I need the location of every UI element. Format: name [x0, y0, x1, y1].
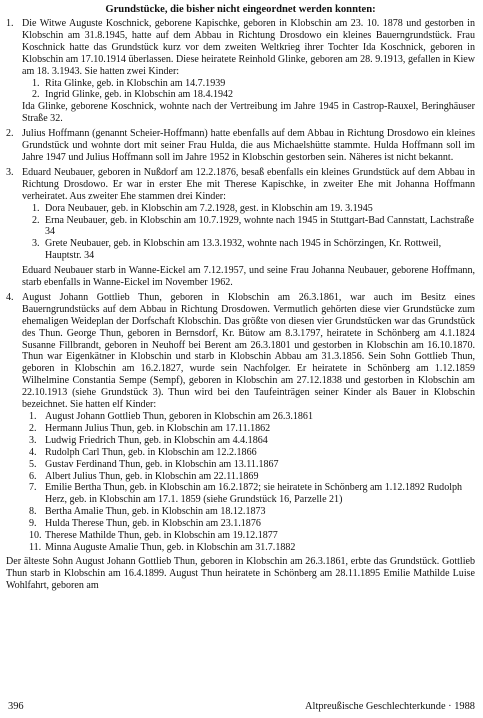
child-text: Grete Neubauer, geb. in Klobschin am 13.3.1932, wohnte nach 1945 in Schörzingen, Kr. Rottweil, Hauptstr. 34 [45, 238, 442, 262]
entry-text: August Johann Gottlieb Thun, geboren in Klobschin am 26.3.1861, war auch im Besitz eines Bauerngrundstücks auf dem Abbau in Richtung Drosdowen. Vermutlich gehörten diese vier Grundstücke zum ehemaligen Weideplan der Dorfschaft Klobschin. Das größte von diesen vier Grundstücken war das Grundstück des Thun. George Thun, geboren in Bernsdorf, Kr. Bütow am 8.3.1797, heiratete in Schönberg am 4.1.1824 Susanne Fillbrandt, geboren in Neuhoff bei Berent am 26.3.1801 und gestorben in Klobschin am 16.10.1870. Thun war Eigenkätner in Klobschin und starb in Klobschin Abbau am 31.3.1856. Sein Sohn Gottlieb Thun, geboren in Klobschin am 16.2.1827, wurde sein Nachfolger. Er heiratete in Schönberg am 1.12.1859 Wilhelmine Constantia Sempe (Sempf), geboren in Klobschin am 27.12.1838 und gestorben in Klobschin am 22.10.1913 (siehe Grundstück 3). Thun wird bei den Taufeinträgen seiner Kinder als Bauer in Klobschin bezeichnet. Sie hatten elf Kinder: [22, 291, 475, 411]
entry-text: Eduard Neubauer, geboren in Nußdorf am 12.2.1876, besaß ebenfalls ein kleines Grundstück auf dem Abbau in Richtung Drosdowo. Er war in erster Ehe mit Therese Kapischke, in zweiter Ehe mit Johanna Hoffmann verheiratet. Aus zweiter Ehe stammen drei Kinder: [22, 166, 475, 202]
child-number: 10. [29, 530, 42, 542]
child-number: 7. [29, 482, 37, 494]
child-number: 2. [29, 422, 37, 434]
child-text: Dora Neubauer, geb. in Klobschin am 7.2.1928, gest. in Klobschin am 19. 3.1945 [45, 202, 373, 214]
child-number: 1. [29, 411, 37, 422]
child-number: 8. [29, 506, 37, 518]
child-item [32, 238, 475, 262]
child-number: 4. [29, 446, 37, 458]
child-text: Hermann Julius Thun, geb. in Klobschin am 17.11.1862 [45, 422, 271, 434]
child-item [29, 435, 475, 447]
child-number: 1. [32, 77, 40, 89]
child-text: Rudolph Carl Thun, geb. in Klobschin am 12.2.1866 [45, 446, 257, 458]
child-item [29, 530, 475, 542]
child-text: Albert Julius Thun, geb. in Klobschin am 22.11.1869 [45, 470, 259, 482]
child-number: 2. [32, 214, 40, 226]
child-item [29, 506, 475, 518]
entry-1 [6, 18, 475, 78]
section-title: Grundstücke, die bisher nicht eingeordnet werden konnten: [105, 4, 376, 15]
child-text: Therese Mathilde Thun, geb. in Klobschin am 19.12.1877 [45, 530, 278, 542]
child-text: Hulda Therese Thun, geb. in Klobschin am 23.1.1876 [45, 518, 261, 530]
entry-number: 4. [6, 291, 14, 303]
child-text: Minna Auguste Amalie Thun, geb. in Klobschin am 31.7.1882 [45, 541, 296, 553]
child-number: 6. [29, 470, 37, 482]
child-number: 3. [32, 238, 40, 250]
entry-text: Julius Hoffmann (genannt Scheier-Hoffmann) hatte ebenfalls auf dem Abbau in Richtung Drosdowo ein kleines Grundstück und wohnte dort mit seiner Frau Hulda, die aus Michaelshütte stammte. Hulda Hoffmann soll im Jahre 1947 und Julius Hoffmann soll im Jahre 1952 in Klobschin gestorben sein. Näheres ist nicht bekannt. [22, 128, 475, 163]
child-item [29, 459, 475, 471]
child-item [29, 471, 475, 483]
child-number: 1. [32, 202, 40, 214]
entry-number: 1. [6, 18, 14, 29]
child-text: Erna Neubauer, geb. in Klobschin am 10.7.1929, wohnte nach 1945 in Stuttgart-Bad Cannstatt, Lachstraße 34 [45, 214, 474, 238]
child-number: 2. [32, 89, 40, 101]
entry-number: 2. [6, 128, 14, 140]
child-item [29, 423, 475, 435]
child-text: Gustav Ferdinand Thun, geb. in Klobschin am 13.11.1867 [45, 458, 279, 470]
child-item [29, 542, 475, 554]
publication-title: Altpreußische Geschlechterkunde · 1988 [305, 701, 475, 712]
entry-after-text: Ida Glinke, geborene Koschnick, wohnte nach der Vertreibung im Jahre 1945 in Castrop-Rauxel, Beringhäuser Straße 32. [22, 101, 475, 125]
entry-4 [6, 292, 475, 411]
entry-3 [6, 167, 475, 203]
entry-after-text: Eduard Neubauer starb in Wanne-Eickel am 7.12.1957, und seine Frau Johanna Neubauer, geborene Hoffmann, starb ebenfalls in Wanne-Eickel im November 1962. [22, 265, 475, 289]
entry-text: Die Witwe Auguste Koschnick, geborene Kapischke, geboren in Klobschin am 23. 10. 1878 und gestorben in Klobschin am 31.8.1945, hatte auf dem Abbau in Richtung Drosdowo ein kleines Bauerngrundstück. Frau Koschnick hatte das Grundstück kurz vor dem zweiten Weltkrieg ihrer Tochter Ida Koschnick, geboren in Klobschin am 17.10.1914 überlassen. Diese heiratete Reinhold Glinke, geboren am 28. 9.1913, gefallen in Kiew am 18. 3.1943. Sie hatten zwei Kinder: [22, 18, 475, 77]
child-text: August Johann Gottlieb Thun, geboren in Klobschin am 26.3.1861 [45, 411, 313, 422]
child-number: 3. [29, 434, 37, 446]
child-number: 9. [29, 518, 37, 530]
child-item [32, 78, 475, 90]
child-text: Emilie Bertha Thun, geb. in Klobschin am 16.2.1872; sie heiratete in Schönberg am 1.12.1892 Rudolph Herz, geb. in Klobschin am 17.1. 1859 (siehe Grundstück 16, Parzelle 21) [45, 482, 463, 506]
child-item [29, 482, 475, 506]
child-number: 11. [29, 541, 42, 553]
child-item [29, 447, 475, 459]
entry-after-text: Der älteste Sohn August Johann Gottlieb Thun, geboren in Klobschin am 26.3.1861, erbte das Grundstück. Gottlieb Thun starb in Klobschin am 16.4.1899. August Thun heiratete in Schönberg am 28.11.1895 Emilie Mathilde Luise Wohlfahrt, geboren am [6, 555, 475, 591]
child-text: Ingrid Glinke, geb. in Klobschin am 18.4.1942 [45, 89, 234, 101]
entry-number: 3. [6, 166, 14, 178]
page-number: 396 [8, 701, 24, 712]
child-item [32, 203, 475, 215]
child-item [32, 89, 475, 101]
child-text: Rita Glinke, geb. in Klobschin am 14.7.1939 [45, 77, 226, 89]
child-item [32, 215, 475, 239]
entry-2 [6, 128, 475, 164]
child-number: 5. [29, 458, 37, 470]
child-text: Bertha Amalie Thun, geb. in Klobschin am 18.12.1873 [45, 506, 266, 518]
child-item [29, 411, 475, 423]
child-text: Ludwig Friedrich Thun, geb. in Klobschin am 4.4.1864 [45, 434, 268, 446]
child-item [29, 518, 475, 530]
